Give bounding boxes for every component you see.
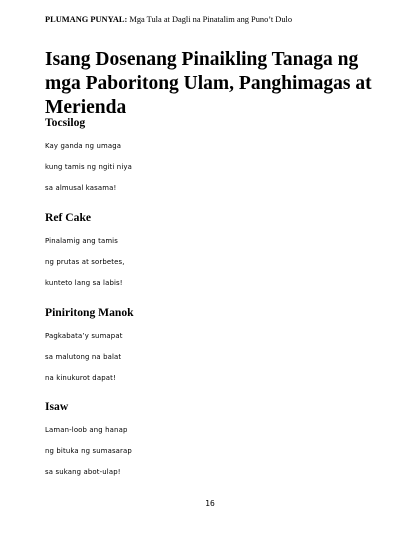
poem-line: sa almusal kasama! [45,184,117,192]
page-number: 16 [205,499,215,508]
poem-piniritong-manok [45,306,375,395]
poem-line: sa malutong na balat [45,353,122,361]
poem-line: Laman-loob ang hanap [45,426,128,434]
book-subtitle: Mga Tula at Dagli na Pinatalim ang Puno’t Dulo [129,15,293,24]
poem-line: ng prutas at sorbetes, [45,258,125,266]
poem-line: Kay ganda ng umaga [45,142,122,150]
poem-line: na kinukurot dapat! [45,374,116,382]
poem-title: Tocsilog [45,116,86,129]
poem-tocsilog [45,116,375,205]
poem-line: ng bituka ng sumasarap [45,447,132,455]
book-title: PLUMANG PUNYAL: [45,15,128,24]
poem-line: kunteto lang sa labis! [45,279,123,287]
poem-isaw [45,400,375,489]
poem-title: Ref Cake [45,211,92,224]
page-title: Isang Dosenang Pinaikling Tanaga ng mga Paboritong Ulam, Panghimagas at Merienda [45,49,372,118]
poem-title: Isaw [45,400,69,413]
poem-ref-cake [45,211,375,300]
poem-title: Piniritong Manok [45,306,134,319]
poem-line: sa sukang abot-ulap! [45,468,121,476]
poem-line: kung tamis ng ngiti niya [45,163,132,171]
poem-line: Pagkabata’y sumapat [45,332,123,340]
running-header [45,15,292,24]
poem-line: Pinalamig ang tamis [45,237,118,245]
